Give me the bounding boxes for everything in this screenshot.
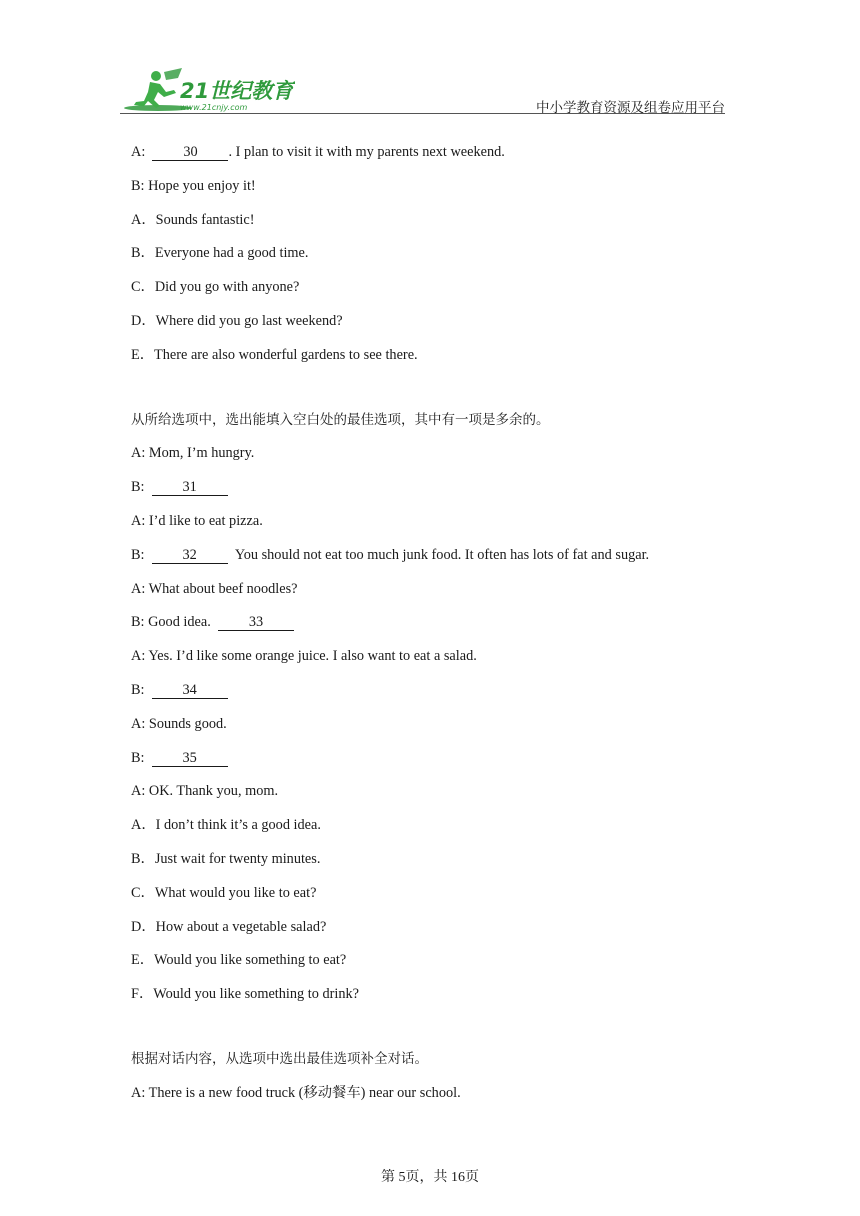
section-gap bbox=[131, 378, 731, 409]
blank-33[interactable]: 33 bbox=[218, 614, 294, 631]
option-c: C．What would you like to eat? bbox=[131, 884, 317, 901]
logo bbox=[120, 68, 295, 114]
option-a: A．I don’t think it’s a good idea. bbox=[131, 817, 321, 834]
option-b: B．Just wait for twenty minutes. bbox=[131, 850, 321, 867]
dialogue-line: A: Yes. I’d like some orange juice. I also want to eat a salad. bbox=[131, 648, 477, 665]
option-e: E．There are also wonderful gardens to see there. bbox=[131, 346, 418, 363]
dialogue-line: A: I’d like to eat pizza. bbox=[131, 512, 263, 529]
option-d: D．Where did you go last weekend? bbox=[131, 312, 343, 329]
dialogue-line: A: There is a new food truck (移动餐车) near our school. bbox=[131, 1084, 461, 1101]
blank-31[interactable]: 31 bbox=[152, 479, 228, 496]
dialogue-line-35: B: 35 bbox=[131, 747, 731, 781]
section-instruction: 从所给选项中，选出能填入空白处的最佳选项，其中有一项是多余的。 bbox=[131, 411, 550, 428]
platform-title: 中小学教育资源及组卷应用平台 bbox=[536, 100, 725, 116]
header-divider bbox=[120, 113, 725, 114]
option-c: C．Did you go with anyone? bbox=[131, 279, 300, 296]
blank-30[interactable]: 30 bbox=[152, 144, 228, 161]
dialogue-line: A: OK. Thank you, mom. bbox=[131, 783, 279, 800]
dialogue-line: A: Sounds good. bbox=[131, 715, 227, 732]
blank-34[interactable]: 34 bbox=[152, 682, 228, 699]
dialogue-line-32: B: 32 You should not eat too much junk food. It often has lots of fat and sugar. bbox=[131, 546, 650, 563]
section-instruction: 根据对话内容，从选项中选出最佳选项补全对话。 bbox=[131, 1050, 428, 1067]
page-header bbox=[120, 68, 725, 116]
dialogue-line-31: B: 31 bbox=[131, 476, 731, 510]
dialogue-line-33: B: Good idea. 33 bbox=[131, 611, 731, 645]
document-body bbox=[131, 141, 731, 1116]
logo-url-text: www.21cnjy.com bbox=[180, 103, 248, 112]
dialogue-line: B: Hope you enjoy it! bbox=[131, 177, 256, 194]
dialogue-line: A: Mom, I’m hungry. bbox=[131, 445, 255, 462]
option-b: B．Everyone had a good time. bbox=[131, 245, 309, 262]
option-d: D．How about a vegetable salad? bbox=[131, 918, 327, 935]
dialogue-line: A: What about beef noodles? bbox=[131, 580, 298, 597]
dialogue-line-34: B: 34 bbox=[131, 679, 731, 713]
section-gap bbox=[131, 1017, 731, 1048]
logo-main-text: 21世纪教育 bbox=[180, 79, 294, 103]
option-f: F．Would you like something to drink? bbox=[131, 986, 359, 1003]
page-number: 第 5页，共 16页 bbox=[381, 1170, 479, 1185]
option-a: A．Sounds fantastic! bbox=[131, 211, 255, 228]
dialogue-line-30: A: 30 . I plan to visit it with my parents next weekend. bbox=[131, 144, 505, 160]
option-e: E．Would you like something to eat? bbox=[131, 952, 347, 969]
blank-35[interactable]: 35 bbox=[152, 750, 228, 767]
blank-32[interactable]: 32 bbox=[152, 547, 228, 564]
